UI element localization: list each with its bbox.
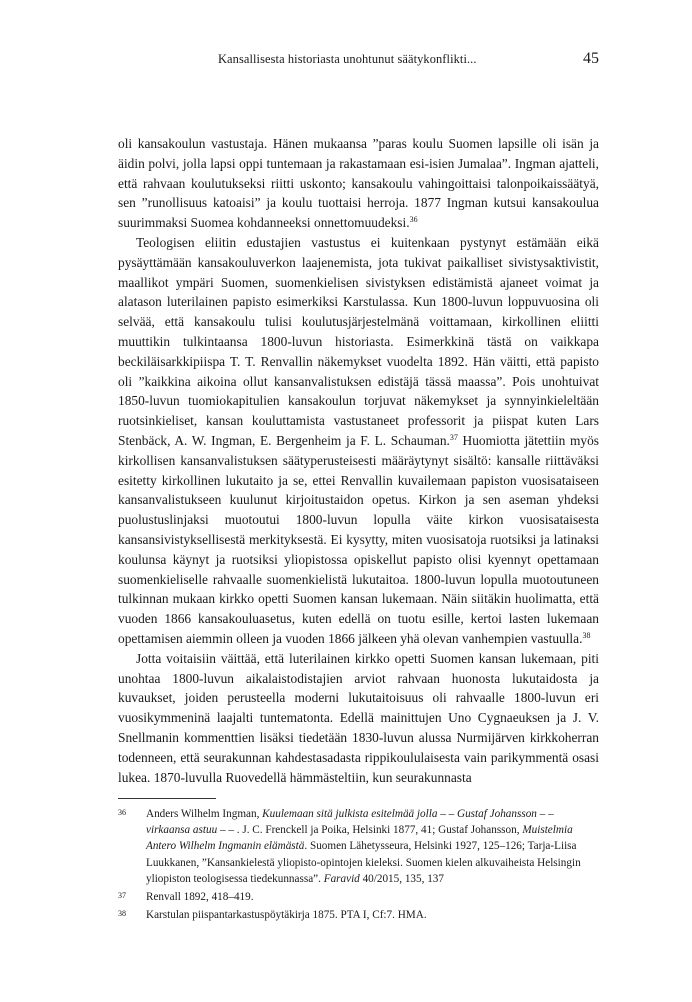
paragraph-1	[118, 134, 599, 233]
footnote-title-italic: Kuulemaan sitä julkista esitelmää jolla – – Gustaf Johansson – – virkaansa astuu	[146, 808, 554, 837]
footnote-text: Karstulan piispantarkastuspöytäkirja 1875. PTA I, Cf:7. HMA.	[146, 909, 427, 922]
footnotes	[118, 806, 599, 925]
footnote-title-italic: Muistelmia Antero Wilhelm Ingmanin elämästä	[146, 824, 573, 853]
paragraph-3-text: Jotta voitaisiin väittää, että luterilainen kirkko opetti Suomen kansan lukemaan, piti unohtaa 1800-luvun aikalaistodistajien arviot rahvaan huonosta lukutaidosta ja kuvaukset, joiden perusteella moderni lukutaitoisuus oli rahvaalle 1800-luvun eri vuosikymmeninä laajalti tuntematonta. Edellä mainittujen Uno Cygnaeuksen ja J. V. Snellmanin kommenttien lisäksi tiedetään 1830-luvun alussa Nurmijärven kirkkoherran todenneen, että seurakunnan kahdestasadasta rippikoululaisesta vain parikymmentä osasi lukea. 1870-luvulla Ruovedellä hämmästeltiin, kun seurakunnasta	[118, 650, 599, 785]
paragraph-2	[118, 233, 599, 649]
page-number: 45	[583, 50, 599, 67]
running-title: Kansallisesta historiasta unohtunut säätykonflikti...	[218, 52, 477, 66]
footnote-text: – – . J. C. Frenckell ja Poika, Helsinki 1877, 41; Gustaf Johansson,	[217, 824, 523, 837]
paragraph-1-text: oli kansakoulun vastustaja. Hänen mukaansa ”paras koulu Suomen lapsille oli isän ja äidin polvi, jolla lapsi oppi tuntemaan ja rakastamaan esi-isien Jumalaa”. Ingman ajatteli, että rahvaan koulutukseksi riitti uskonto; kansakoulu vahingoittaisi talonpoikaissäätyä, sen ”runollisuus katoaisi” ja koulu tuottaisi herroja. 1877 Ingman kutsui kansakoulua suurimmaksi Suomea kohdanneeksi onnettomuudeksi.	[118, 136, 599, 231]
footnote-37	[118, 889, 599, 905]
footnote-36	[118, 806, 599, 887]
footnote-separator	[118, 798, 216, 799]
footnote-number: 36	[118, 808, 126, 817]
footnote-number: 38	[118, 909, 126, 919]
footnote-text: Anders Wilhelm Ingman,	[146, 808, 263, 820]
footnote-text: 40/2015, 135, 137	[359, 872, 444, 885]
paragraph-3	[118, 649, 599, 788]
footnote-journal-italic: Faravid	[323, 872, 360, 885]
paragraph-2-text: Teologisen eliitin edustajien vastustus ei kuitenkaan pystynyt estämään eikä pysäyttämään kansakouluverkon laajenemista, jota tukivat paikalliset sivistysaktivistit, maallikot ympäri Suomen, suomenkielisen sivistyksen edistämistä ajaneet voimat ja alatason luterilainen papisto esimerkiksi Karstulassa. Kun 1800-luvun loppuvuosina oli selvää, että kansakoulu tulisi koulutusjärjestelmänä voittamaan, kirkollinen eliitti muuttikin tulkintaansa 1800-luvun historiasta. Esimerkkinä tästä on vaikkapa beckiläisarkkipiispa T. T. Renvallin näkemykset vuodelta 1892. Hän väitti, että papisto oli ”kaikkina aikoina ollut kansanvalistuksen edistäjä tässä maassa”. Pois unohtuivat 1850-luvun tuomiokapitulien kansakoulun torjuvat näkemykset ja synnyinkieleltään ruotsinkieliset, kansan kouluttamista vastustaneet professorit ja piispat kuten Lars Stenbäck, A. W. Ingman, E. Bergenheim ja F. L. Schauman.	[118, 234, 599, 448]
body-text	[118, 134, 599, 787]
page-header	[118, 52, 599, 72]
footnote-number: 37	[118, 891, 126, 901]
footnote-ref-36: 36	[409, 215, 418, 225]
footnote-38	[118, 907, 599, 923]
footnote-text: . Suomen Lähetysseura, Helsinki 1927, 125–126; Tarja-Liisa Luukkanen, ”Kansankielestä yliopisto-opintojen kieleksi. Suomen kielen alkuvaiheista Helsingin yliopiston teologisessa tiedekunnassa”.	[146, 840, 581, 885]
footnote-ref-37: 37	[449, 432, 458, 442]
footnote-ref-38: 38	[582, 630, 591, 640]
paragraph-2-text-continued: Huomiotta jätettiin myös kirkollisen kansanvalistuksen säätyperusteisesti määräytynyt sisältö: kansalle riittäväksi esitetty kirkollinen lukutaito ja se, ettei Renvallin kuvailemaan papiston vuosisataiseen kansanvalistukseen kuulunut kirjoitustaidon opetus. Kirkon ja sen aseman yhdeksi puolustuslinjaksi muotoutui 1800-luvun lopulla väite kirkon vuosisataisesta kansansivistyksellisestä merkityksestä. Ei kysytty, miten vuosisatoja ruotsiksi ja latinaksi koulunsa käynyt ja ruotsiksi yliopistossa opiskellut papisto olisi kyennyt opettamaan suomenkieliselle rahvaalle suomenkielistä lukutaitoa. 1800-luvun lopulla muotoutuneen tulkinnan mukaan kirkko opetti Suomen kansan lukemaan. Näin siitäkin huolimatta, että vuoden 1866 kansakouluasetus, kuten edellä on tuotu esille, kertoi lasten lukemaan opettamisen aiemmin olleen ja vuoden 1866 jälkeen yhä olevan vanhempien vastuulla.	[118, 432, 599, 646]
footnote-text: Renvall 1892, 418–419.	[146, 891, 254, 904]
